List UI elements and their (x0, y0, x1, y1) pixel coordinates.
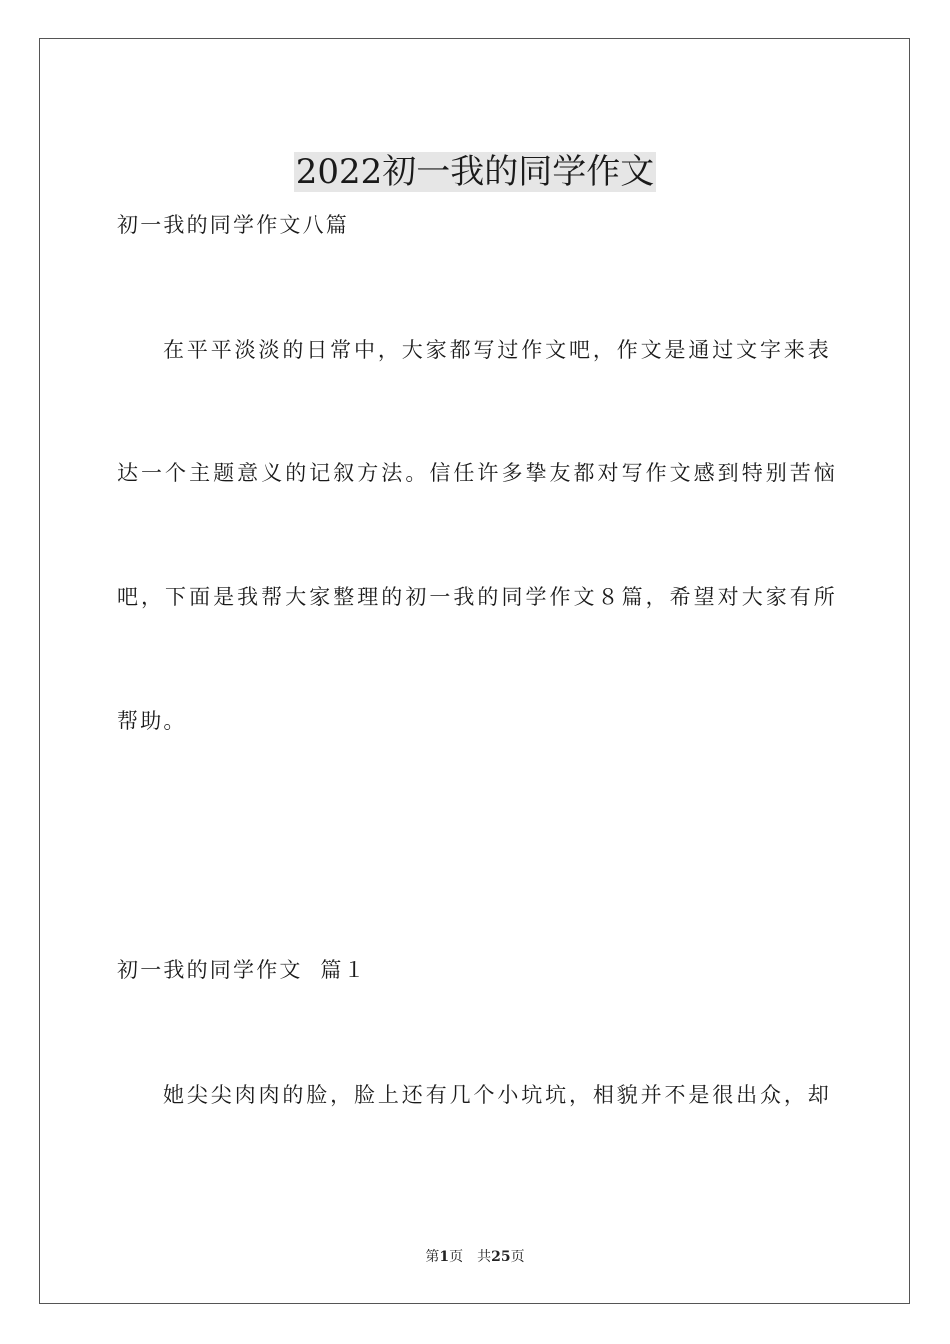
footer-total-suffix: 页 (510, 1249, 525, 1265)
intro-paragraph-line-1: 在平平淡淡的日常中，大家都写过作文吧，作文是通过文字来表 (163, 338, 831, 362)
footer-page-current: 1 (439, 1249, 450, 1265)
document-title-text: 2022初一我的同学作文 (295, 151, 655, 192)
page-footer (0, 1248, 950, 1266)
footer-total-prefix: 共 (477, 1249, 492, 1265)
section-heading: 初一我的同学作文 篇１ (117, 958, 367, 982)
intro-paragraph-line-4: 帮助。 (117, 709, 187, 733)
footer-page-total: 25 (491, 1249, 511, 1265)
intro-paragraph-line-2: 达一个主题意义的记叙方法。信任许多挚友都对写作文感到特别苦恼 (117, 461, 837, 485)
footer-page-prefix: 第 (425, 1249, 440, 1265)
document-title (0, 151, 950, 193)
intro-paragraph-line-3: 吧，下面是我帮大家整理的初一我的同学作文８篇，希望对大家有所 (117, 585, 837, 609)
document-subtitle: 初一我的同学作文八篇 (117, 213, 349, 237)
footer-page-suffix: 页 (449, 1249, 464, 1265)
section-paragraph-line-1: 她尖尖肉肉的脸，脸上还有几个小坑坑，相貌并不是很出众，却 (163, 1083, 831, 1107)
